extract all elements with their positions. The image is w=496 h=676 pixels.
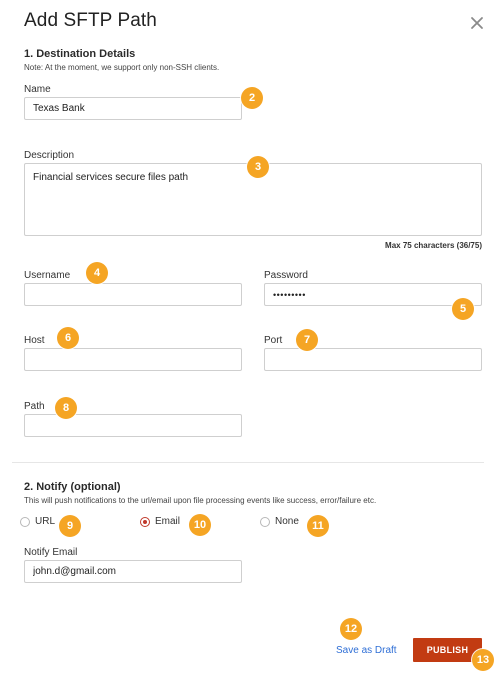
none-radio-label: None (275, 516, 299, 527)
destination-section-title: 1. Destination Details (24, 48, 136, 60)
notify-email-input[interactable] (24, 560, 242, 583)
callout-badge: 6 (57, 327, 79, 349)
email-radio[interactable] (140, 517, 150, 527)
dialog-title: Add SFTP Path (24, 10, 157, 31)
notify-email-label: Notify Email (24, 547, 78, 558)
callout-badge: 11 (307, 515, 329, 537)
username-label: Username (24, 270, 71, 281)
description-label: Description (24, 150, 75, 161)
callout-badge: 13 (472, 649, 494, 671)
name-input[interactable] (24, 97, 242, 120)
description-char-count: Max 75 characters (36/75) (385, 241, 482, 250)
callout-badge: 2 (241, 87, 263, 109)
notify-section-title: 2. Notify (optional) (24, 481, 121, 493)
notify-option-email[interactable] (140, 516, 180, 527)
url-radio[interactable] (20, 517, 30, 527)
callout-badge: 5 (452, 298, 474, 320)
notify-note: This will push notifications to the url/email upon file processing events like success, error/failure etc. (24, 496, 377, 505)
path-input[interactable] (24, 414, 242, 437)
callout-badge: 8 (55, 397, 77, 419)
close-button[interactable] (466, 12, 488, 34)
callout-badge: 12 (340, 618, 362, 640)
host-label: Host (24, 335, 45, 346)
url-radio-label: URL (35, 516, 56, 527)
email-radio-label: Email (155, 516, 181, 527)
notify-option-none[interactable] (260, 516, 299, 527)
name-label: Name (24, 84, 51, 95)
notify-option-url[interactable] (20, 516, 55, 527)
callout-badge: 4 (86, 262, 108, 284)
port-label: Port (264, 335, 283, 346)
save-draft-link[interactable]: Save as Draft (336, 645, 397, 656)
username-input[interactable] (24, 283, 242, 306)
path-label: Path (24, 401, 45, 412)
callout-badge: 7 (296, 329, 318, 351)
callout-badge: 3 (247, 156, 269, 178)
callout-badge: 9 (59, 515, 81, 537)
none-radio[interactable] (260, 517, 270, 527)
close-icon (470, 16, 484, 30)
section-divider (12, 462, 484, 463)
destination-note: Note: At the moment, we support only non-SSH clients. (24, 63, 220, 72)
publish-button[interactable]: PUBLISH (413, 638, 482, 662)
port-input[interactable] (264, 348, 482, 371)
password-label: Password (264, 270, 308, 281)
host-input[interactable] (24, 348, 242, 371)
callout-badge: 10 (189, 514, 211, 536)
password-input[interactable] (264, 283, 482, 306)
